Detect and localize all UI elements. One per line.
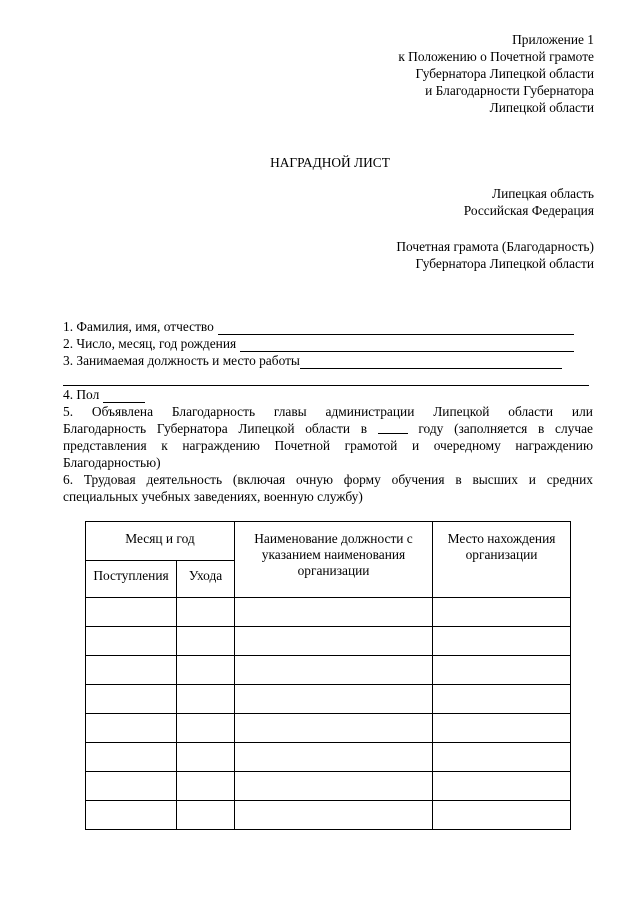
para-line: представления к награждению Почетной грамотой и очередному награждению (63, 438, 593, 453)
para-line: специальных учебных заведениях, военную службу) (63, 489, 363, 504)
field-position-continuation (63, 369, 593, 386)
appendix-note (398, 31, 594, 116)
field-label: 3. Занимаемая должность и место работы (63, 353, 300, 368)
para-line: Благодарность Губернатора Липецкой области в году (заполняется в случае (63, 421, 593, 436)
field-acknowledgement (63, 403, 593, 471)
header-exit: Ухода (177, 561, 235, 598)
region-line: Российская Федерация (463, 203, 594, 218)
para-line: 5. Объявлена Благодарность главы администрации Липецкой области или (63, 404, 593, 419)
para-line: 6. Трудовая деятельность (включая очную форму обучения в высших и средних (63, 472, 593, 487)
appendix-line: Липецкой области (489, 100, 594, 115)
field-label: 4. Пол (63, 387, 100, 402)
appendix-line: к Положению о Почетной грамоте (398, 49, 594, 64)
full-name-blank[interactable] (218, 321, 574, 335)
award-line: Губернатора Липецкой области (415, 256, 594, 271)
work-history-table (85, 521, 571, 830)
table-header-row (86, 522, 571, 561)
region-block (464, 185, 594, 219)
field-birth-date (63, 335, 593, 352)
table-row (86, 714, 571, 743)
position-blank-line2[interactable] (63, 372, 589, 386)
year-blank[interactable] (378, 420, 408, 434)
table-row (86, 801, 571, 830)
header-position: Наименование должности с указанием наименования организации (235, 522, 433, 598)
appendix-line: Приложение 1 (512, 32, 594, 47)
header-month-year: Месяц и год (86, 522, 235, 561)
table-row (86, 598, 571, 627)
header-location: Место нахождения организации (433, 522, 571, 598)
table-row (86, 772, 571, 801)
appendix-line: и Благодарности Губернатора (425, 83, 594, 98)
field-label: 1. Фамилия, имя, отчество (63, 319, 214, 334)
field-position (63, 352, 593, 369)
gender-blank[interactable] (103, 389, 145, 403)
birth-date-blank[interactable] (240, 338, 574, 352)
field-gender (63, 386, 593, 403)
award-type-block (396, 238, 594, 272)
field-full-name (63, 318, 593, 335)
appendix-line: Губернатора Липецкой области (415, 66, 594, 81)
document-title: НАГРАДНОЙ ЛИСТ (270, 155, 390, 170)
field-label: 2. Число, месяц, год рождения (63, 336, 237, 351)
field-work-history (63, 471, 593, 505)
table-row (86, 656, 571, 685)
table-row (86, 627, 571, 656)
award-line: Почетная грамота (Благодарность) (396, 239, 594, 254)
header-entry: Поступления (86, 561, 177, 598)
table-row (86, 685, 571, 714)
para-line: Благодарностью) (63, 455, 161, 470)
position-blank[interactable] (300, 355, 562, 369)
form-fields (63, 318, 593, 505)
table-row (86, 743, 571, 772)
region-line: Липецкая область (492, 186, 594, 201)
